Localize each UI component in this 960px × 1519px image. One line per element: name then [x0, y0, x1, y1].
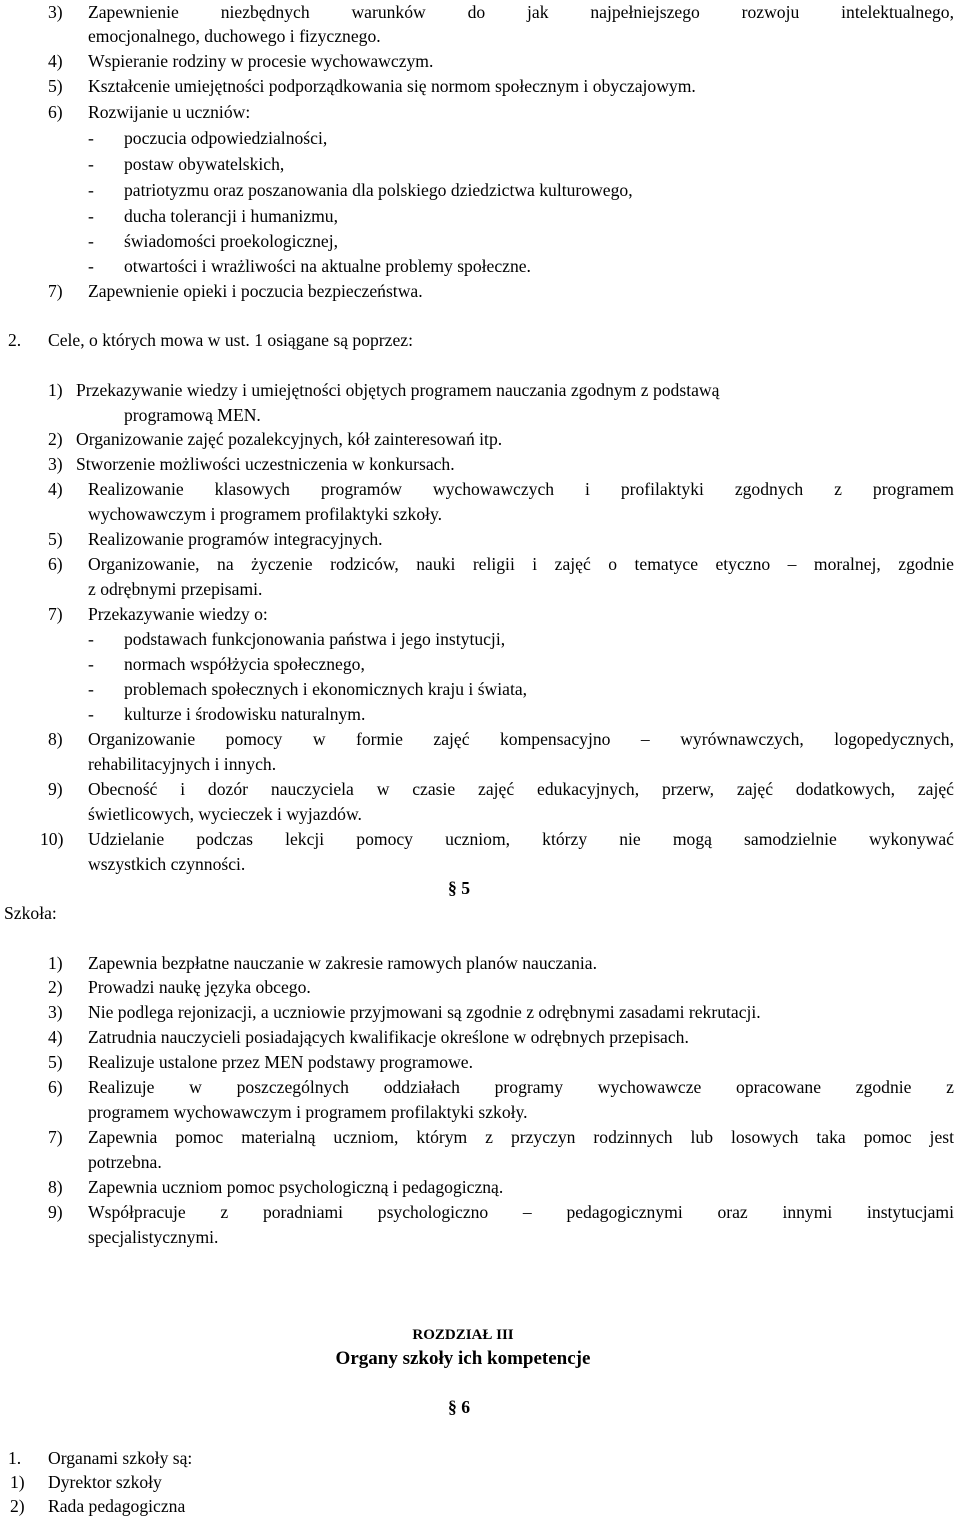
sub-item-text: podstawach funkcjonowania państwa i jego instytucji, [124, 629, 506, 649]
list-number: 2) [48, 977, 63, 997]
paragraph-text: Cele, o których mowa w ust. 1 osiągane są poprzez: [48, 330, 413, 350]
list-number: 5) [48, 76, 63, 96]
sub-item-text: poczucia odpowiedzialności, [124, 128, 328, 148]
list-item-text: Zapewnia uczniom pomoc psychologiczną i pedagogiczną. [88, 1177, 504, 1197]
list-number: 7) [48, 1127, 63, 1147]
list-item-text: Organizowanie, na życzenie rodziców, nauki religii i zajęć o tematyce etyczno – moralnej, zgodnie [88, 554, 954, 574]
list-item-text: programową MEN. [124, 405, 261, 425]
dash-bullet: - [88, 629, 94, 649]
list-number: 3) [48, 2, 63, 22]
list-number: 3) [48, 1002, 63, 1022]
paragraph-number: 1. [8, 1448, 22, 1468]
list-number: 1) [48, 953, 63, 973]
list-number: 6) [48, 1077, 63, 1097]
dash-bullet: - [88, 654, 94, 674]
list-item-text: Przekazywanie wiedzy i umiejętności objętych programem nauczania zgodnym z podstawą [76, 380, 720, 400]
list-number: 3) [48, 454, 63, 474]
list-item-text: Zapewnia bezpłatne nauczanie w zakresie ramowych planów nauczania. [88, 953, 597, 973]
paragraph-number: 2. [8, 330, 22, 350]
list-item-text: Organizowanie zajęć pozalekcyjnych, kół zainteresowań itp. [76, 429, 503, 449]
dash-bullet: - [88, 180, 94, 200]
list-item-text: Realizowanie programów integracyjnych. [88, 529, 383, 549]
list-item-text: Dyrektor szkoły [48, 1472, 162, 1492]
list-number: 4) [48, 479, 63, 499]
list-number: 2) [48, 429, 63, 449]
list-item-text: Stworzenie możliwości uczestniczenia w konkursach. [76, 454, 455, 474]
section-lead: Szkoła: [4, 903, 57, 923]
sub-item-text: problemach społecznych i ekonomicznych kraju i świata, [124, 679, 528, 699]
sub-item-text: kulturze i środowisku naturalnym. [124, 704, 366, 724]
list-item-text: specjalistycznymi. [88, 1227, 219, 1247]
list-item-text: Kształcenie umiejętności podporządkowania się normom społecznym i obyczajowym. [88, 76, 696, 96]
list-item-text: wszystkich czynności. [88, 854, 246, 874]
list-item-text: Współpracuje z poradniami psychologiczno – pedagogicznymi oraz innymi instytucjami [88, 1202, 954, 1222]
sub-item-text: normach współżycia społecznego, [124, 654, 365, 674]
list-item-text: Realizuje ustalone przez MEN podstawy programowe. [88, 1052, 473, 1072]
list-number: 9) [48, 1202, 63, 1222]
list-number: 5) [48, 1052, 63, 1072]
list-number: 2) [10, 1496, 25, 1516]
dash-bullet: - [88, 128, 94, 148]
list-item-text: Zapewnienie opieki i poczucia bezpieczeństwa. [88, 281, 423, 301]
list-number: 6) [48, 102, 63, 122]
dash-bullet: - [88, 206, 94, 226]
list-item-text: wychowawczym i programem profilaktyki szkoły. [88, 504, 443, 524]
list-item-text: Organizowanie pomocy w formie zajęć kompensacyjno – wyrównawczych, logopedycznych, [88, 729, 954, 749]
list-item-text: Przekazywanie wiedzy o: [88, 604, 268, 624]
section-heading: § 5 [448, 878, 470, 898]
list-number: 5) [48, 529, 63, 549]
list-number: 6) [48, 554, 63, 574]
list-item-text: rehabilitacyjnych i innych. [88, 754, 277, 774]
dash-bullet: - [88, 231, 94, 251]
list-item-text: potrzebna. [88, 1152, 162, 1172]
list-number: 4) [48, 1027, 63, 1047]
dash-bullet: - [88, 154, 94, 174]
list-number: 8) [48, 1177, 63, 1197]
list-number: 9) [48, 779, 63, 799]
list-number: 7) [48, 281, 63, 301]
sub-item-text: ducha tolerancji i humanizmu, [124, 206, 338, 226]
list-item-text: Zapewnia pomoc materialną uczniom, którym z przyczyn rodzinnych lub losowych taka pomoc jest [88, 1127, 954, 1147]
list-item-text: Zatrudnia nauczycieli posiadających kwalifikacje określone w odrębnych przepisach. [88, 1027, 689, 1047]
dash-bullet: - [88, 704, 94, 724]
list-number: 1) [48, 380, 63, 400]
list-item-text: świetlicowych, wycieczek i wyjazdów. [88, 804, 362, 824]
dash-bullet: - [88, 679, 94, 699]
list-item-text: Obecność i dozór nauczyciela w czasie zajęć edukacyjnych, przerw, zajęć dodatkowych, zajęć [88, 779, 954, 799]
list-number: 10) [40, 829, 64, 849]
list-item-text: Realizuje w poszczególnych oddziałach programy wychowawcze opracowane zgodnie z [88, 1077, 954, 1097]
list-item-text: Rada pedagogiczna [48, 1496, 186, 1516]
chapter-label: ROZDZIAŁ III [412, 1327, 514, 1343]
list-number: 8) [48, 729, 63, 749]
list-number: 4) [48, 51, 63, 71]
list-item-text: Realizowanie klasowych programów wychowawczych i profilaktyki zgodnych z programem [88, 479, 954, 499]
sub-item-text: postaw obywatelskich, [124, 154, 285, 174]
paragraph-text: Organami szkoły są: [48, 1448, 193, 1468]
list-item-text: Udzielanie podczas lekcji pomocy uczniom, którzy nie mogą samodzielnie wykonywać [88, 829, 954, 849]
list-item-text: Zapewnienie niezbędnych warunków do jak najpełniejszego rozwoju intelektualnego, [88, 2, 954, 22]
list-item-text: Rozwijanie u uczniów: [88, 102, 251, 122]
list-item-text: emocjonalnego, duchowego i fizycznego. [88, 26, 381, 46]
sub-item-text: otwartości i wrażliwości na aktualne problemy społeczne. [124, 256, 531, 276]
list-item-text: Prowadzi naukę języka obcego. [88, 977, 311, 997]
list-item-text: Wspieranie rodziny w procesie wychowawczym. [88, 51, 434, 71]
list-item-text: programem wychowawczym i programem profilaktyki szkoły. [88, 1102, 528, 1122]
sub-item-text: patriotyzmu oraz poszanowania dla polskiego dziedzictwa kulturowego, [124, 180, 633, 200]
list-item-text: Nie podlega rejonizacji, a uczniowie przyjmowani są zgodnie z odrębnymi zasadami rekrutacji. [88, 1002, 761, 1022]
sub-item-text: świadomości proekologicznej, [124, 231, 339, 251]
section-heading: § 6 [448, 1397, 470, 1417]
list-number: 7) [48, 604, 63, 624]
dash-bullet: - [88, 256, 94, 276]
list-number: 1) [10, 1472, 25, 1492]
list-item-text: z odrębnymi przepisami. [88, 579, 263, 599]
chapter-title: Organy szkoły ich kompetencje [335, 1348, 591, 1369]
